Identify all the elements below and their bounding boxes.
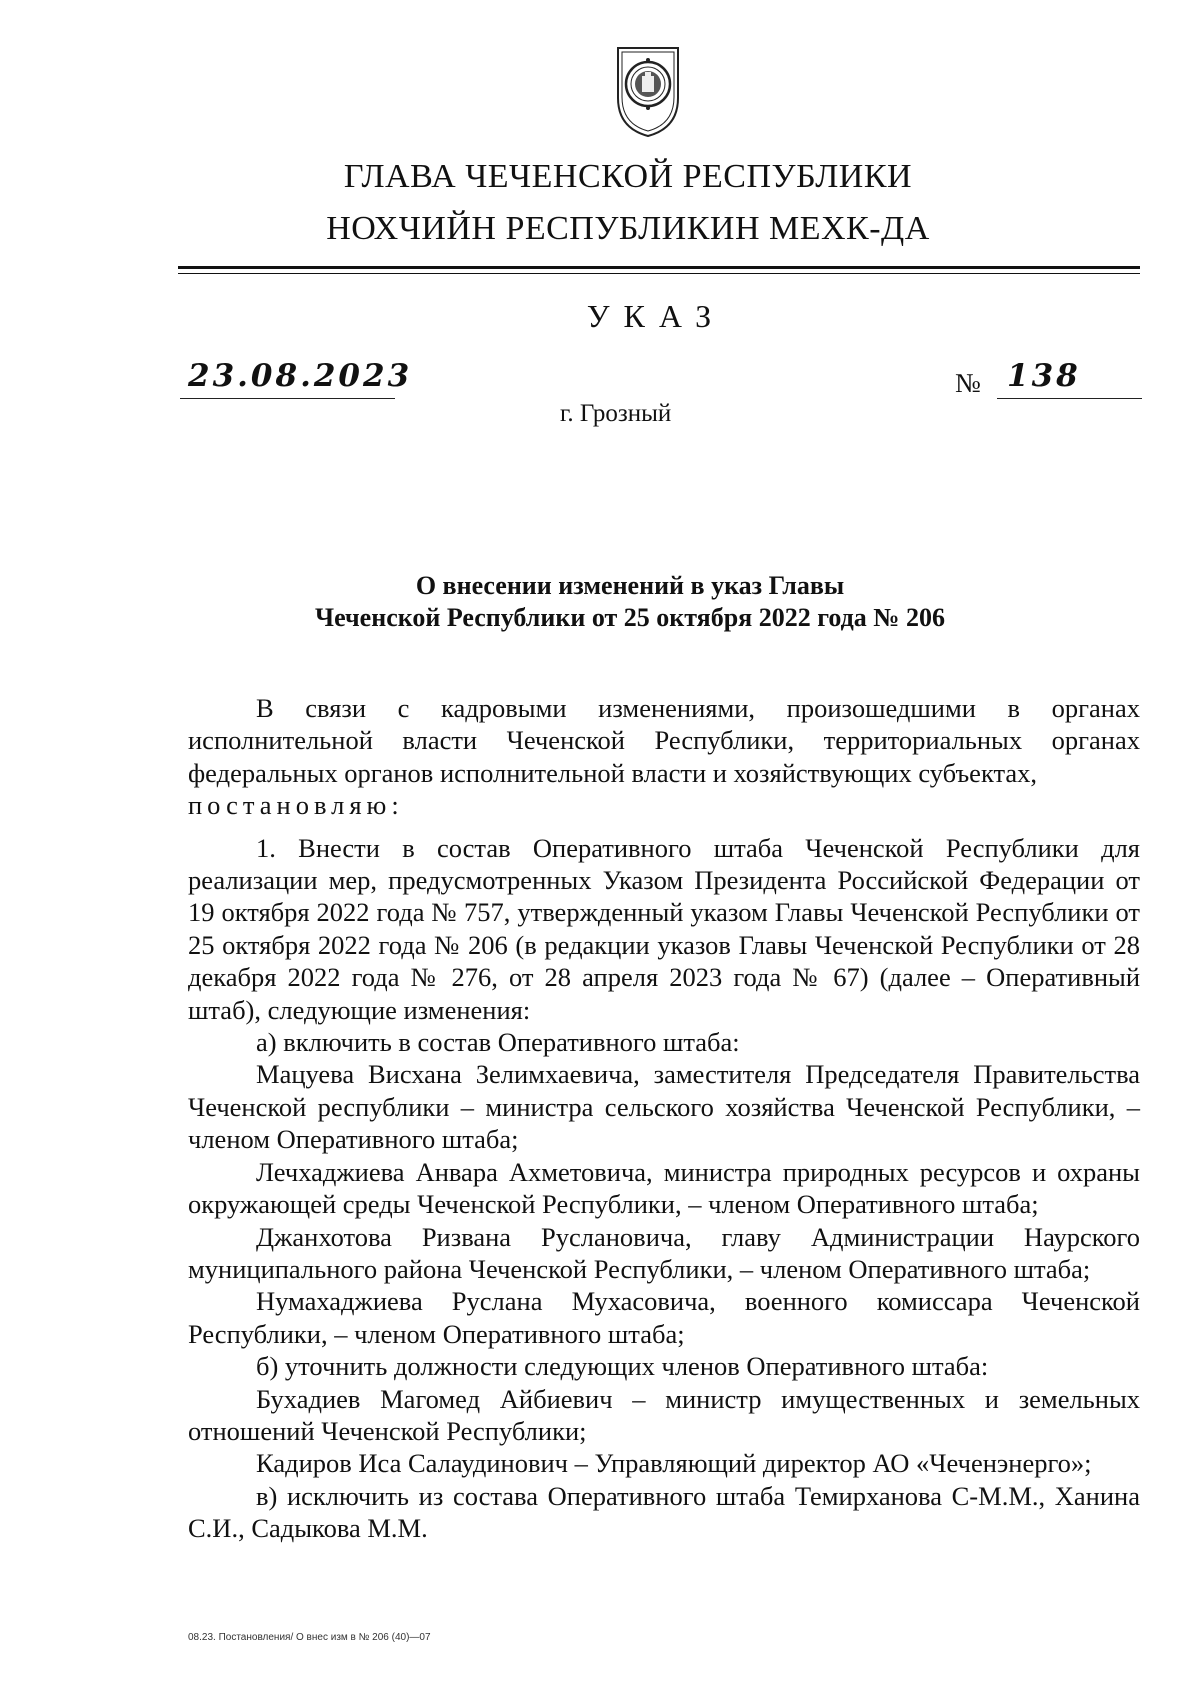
header-divider-thin [178, 273, 1140, 274]
date-field [180, 358, 413, 399]
body-paragraph: Нумахаджиева Руслана Мухасовича, военного комиссара Чеченской Республики, – членом Оперативного штаба; [188, 1286, 1140, 1349]
body-paragraph: 1. Внести в состав Оперативного штаба Чеченской Республики для реализации мер, предусмотренных Указом Президента Российской Федерации от 19 октября 2022 года № 757, утвержденный указом Главы Чеченской Республики от 25 октября 2022 года № 206 (в редакции указов Главы Чеченской Республики от 28 декабря 2022 года № 276, от 28 апреля 2023 года № 67) (далее – Оперативный штаб), следующие изменения: [188, 832, 1140, 1025]
handwritten-number: 138 [1007, 358, 1081, 394]
body-paragraph: Джанхотова Ризвана Руслановича, главу Администрации Наурского муниципального района Чеченской Республики, – членом Оперативного штаба; [188, 1221, 1140, 1284]
body-paragraph: Мацуева Висхана Зелимхаевича, заместителя Председателя Правительства Чеченской республики – министра сельского хозяйства Чеченской Республики, – членом Оперативного штаба; [188, 1059, 1140, 1155]
decree-title [130, 570, 1130, 634]
number-sign: № [955, 368, 981, 398]
title-line-1: О внесении изменений в указ Главы [415, 571, 845, 600]
body-paragraph-resolve: постановляю: [188, 790, 404, 821]
body-paragraph: Бухадиев Магомед Айбиевич – министр имущественных и земельных отношений Чеченской Республики; [188, 1383, 1140, 1446]
header-title-ce: НОХЧИЙН РЕСПУБЛИКИН МЕХК-ДА [326, 210, 930, 247]
decree-body [188, 692, 1140, 1545]
header-divider [178, 266, 1140, 269]
body-paragraph: В связи с кадровыми изменениями, произошедшими в органах исполнительной власти Чеченской Республики, территориальных органах федеральных органов исполнительной власти и хозяйствующих субъектах, [188, 693, 1140, 788]
coat-of-arms-icon [612, 40, 684, 140]
number-field [955, 358, 1142, 398]
city: г. Грозный [560, 400, 672, 427]
body-paragraph: а) включить в состав Оперативного штаба: [256, 1027, 740, 1058]
header-title-ru: ГЛАВА ЧЕЧЕНСКОЙ РЕСПУБЛИКИ [343, 158, 913, 195]
title-line-2: Чеченской Республики от 25 октября 2022 года № 206 [315, 603, 945, 632]
document-type: УКАЗ [586, 298, 726, 334]
body-paragraph: Кадиров Иса Салаудинович – Управляющий директор АО «Чеченэнерго»; [256, 1448, 1092, 1479]
body-paragraph: б) уточнить должности следующих членов Оперативного штаба: [256, 1351, 989, 1382]
body-paragraph: в) исключить из состава Оперативного штаба Темирханова С-М.М., Ханина С.И., Садыкова М.М. [188, 1480, 1140, 1544]
handwritten-date: 23.08.2023 [188, 358, 413, 394]
footer-code: 08.23. Постановления/ О внес изм в № 206 (40)—07 [188, 1632, 431, 1643]
number-line [997, 358, 1142, 399]
body-paragraph: Лечхаджиева Анвара Ахметовича, министра природных ресурсов и охраны окружающей среды Чеченской Республики, – членом Оперативного штаба; [188, 1156, 1140, 1220]
